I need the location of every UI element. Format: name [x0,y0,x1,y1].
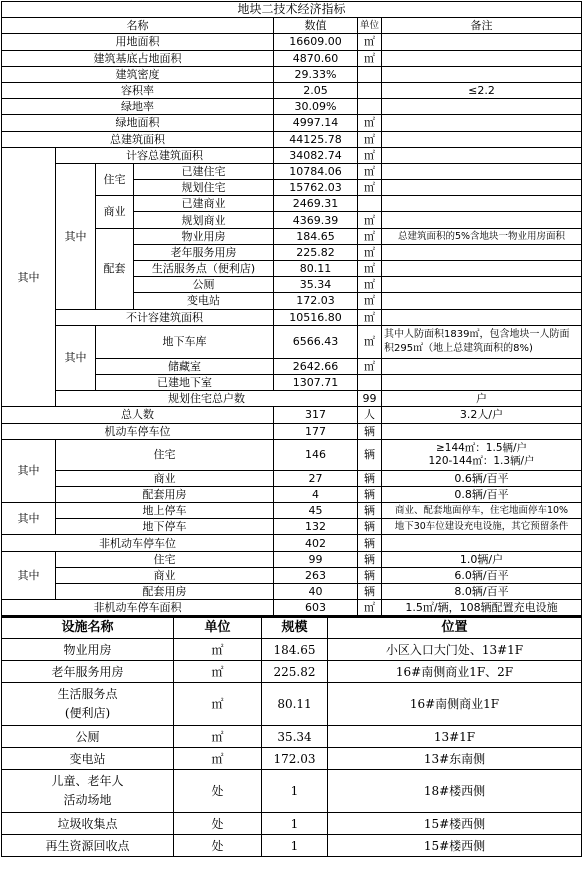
header-location: 位置 [328,617,582,639]
table-row: 垃圾收集点 处 1 15#楼西侧 [2,813,582,835]
header-facility-name: 设施名称 [2,617,174,639]
table-row: 容积率 2.05 ≤2.2 [2,82,582,98]
table-row: 其中 计容总建筑面积 34082.74 ㎡ [2,147,582,163]
group-label: 其中 [2,551,56,600]
table-title: 地块二技术经济指标 [2,2,582,18]
table-row: 其中 地下车库 6566.43 ㎡ 其中人防面积1839㎡，包含地块一人防面积295㎡（地上总建筑面积的8%) [2,325,582,358]
table-row: 公厕 35.34 ㎡ [2,277,582,293]
group-label: 其中 [56,325,96,390]
table-row: 商业 已建商业 2469.31 [2,196,582,212]
table-row: 建筑密度 29.33% [2,66,582,82]
table-row: 其中 住宅 99 辆 1.0辆/户 [2,551,582,567]
technical-indicators-table [1,1,582,616]
header-value: 数值 [274,18,358,34]
group-label: 其中 [2,439,56,502]
table-row: 地下停车 132 辆 地下30车位建设充电设施，其它预留条件 [2,519,582,535]
table-row: 储藏室 2642.66 ㎡ [2,358,582,374]
table-row: 总人数 317 人 3.2人/户 [2,407,582,423]
table-row: 其中 地上停车 45 辆 商业、配套地面停车，住宅地面停车10% [2,503,582,519]
table-row: 公厕 ㎡ 35.34 13#1F [2,726,582,748]
table-row: 老年服务用房 225.82 ㎡ [2,244,582,260]
table-row: 变电站 172.03 ㎡ [2,293,582,309]
table-row: 规划商业 4369.39 ㎡ [2,212,582,228]
group-label: 住宅 [96,163,134,195]
table-row: 其中 住宅 已建住宅 10784.06 ㎡ [2,163,582,179]
table-row: 配套用房 40 辆 8.0辆/百平 [2,584,582,600]
table-row: 用地面积 16609.00 ㎡ [2,34,582,50]
table-row: 已建地下室 1307.71 [2,374,582,390]
group-label: 其中 [56,163,96,309]
table-row: 不计容建筑面积 10516.80 ㎡ [2,309,582,325]
table-row: 再生资源回收点 处 1 15#楼西侧 [2,835,582,857]
table-row: 商业 263 辆 6.0辆/百平 [2,567,582,583]
table-row: 其中 住宅 146 辆 ≥144㎡：1.5辆/户 120-144㎡：1.3辆/户 [2,439,582,470]
table-row: 非机动车停车面积 603 ㎡ 1.5㎡/辆，108辆配置充电设施 [2,600,582,616]
group-label: 其中 [2,147,56,407]
table-row: 建筑基底占地面积 4870.60 ㎡ [2,50,582,66]
header-note: 备注 [382,18,582,34]
table-row: 商业 27 辆 0.6辆/百平 [2,470,582,486]
table-row: 生活服务点（便利店) 80.11 ㎡ [2,261,582,277]
table-row: 绿地面积 4997.14 ㎡ [2,115,582,131]
table-row: 老年服务用房 ㎡ 225.82 16#南侧商业1F、2F [2,661,582,683]
facilities-table [1,616,582,857]
header-unit: 单位 [174,617,262,639]
table-row: 规划住宅 15762.03 ㎡ [2,180,582,196]
group-label: 其中 [2,503,56,535]
table-row: 规划住宅总户数 99 户 [2,391,582,407]
table-row: 绿地率 30.09% [2,99,582,115]
table-row: 机动车停车位 177 辆 [2,423,582,439]
table-row: 配套用房 4 辆 0.8辆/百平 [2,486,582,502]
table-row: 变电站 ㎡ 172.03 13#东南侧 [2,748,582,770]
table-row: 儿童、老年人 活动场地 处 1 18#楼西侧 [2,770,582,813]
group-label: 商业 [96,196,134,228]
group-label: 配套 [96,228,134,309]
table-row: 总建筑面积 44125.78 ㎡ [2,131,582,147]
table-row: 生活服务点 (便利店) ㎡ 80.11 16#南侧商业1F [2,683,582,726]
header-scale: 规模 [262,617,328,639]
header-unit: 单位 [358,18,382,34]
table-row: 非机动车停车位 402 辆 [2,535,582,551]
table-row: 配套 物业用房 184.65 ㎡ 总建筑面积的5%含地块一物业用房面积 [2,228,582,244]
header-name: 名称 [2,18,274,34]
table-row: 物业用房 ㎡ 184.65 小区入口大门处、13#1F [2,639,582,661]
